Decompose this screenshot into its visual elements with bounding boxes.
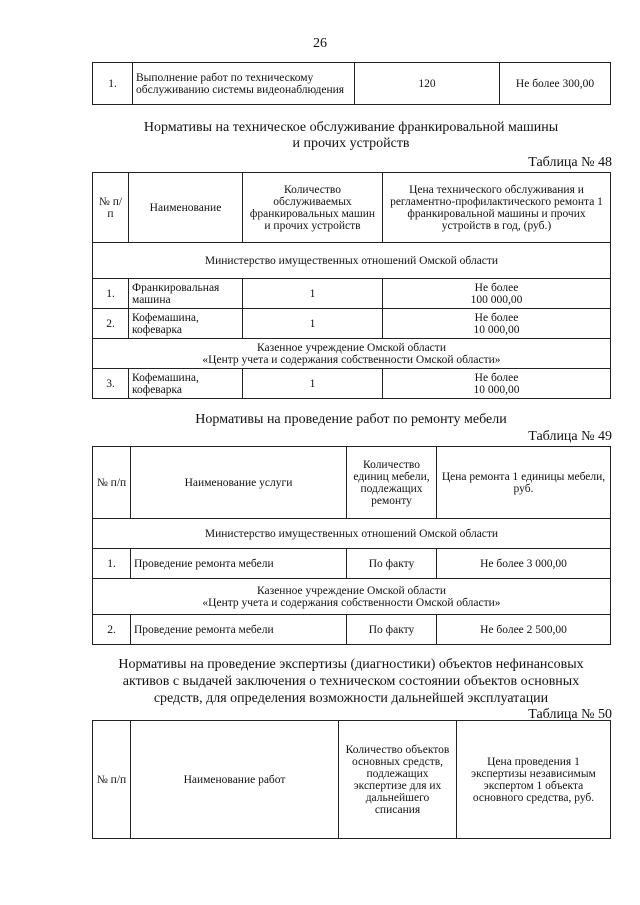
row-name: Франкировальная машина — [129, 279, 243, 309]
table-row — [93, 549, 611, 579]
section-title — [93, 579, 611, 615]
row-number: 1. — [93, 549, 131, 579]
table-row — [93, 63, 611, 105]
section-line: Казенное учреждение Омской области — [257, 584, 446, 597]
section-row — [93, 339, 611, 369]
table-50 — [92, 720, 611, 839]
table-48-label: Таблица № 48 — [528, 155, 612, 170]
table-header-row — [93, 721, 611, 839]
table-header-row — [93, 447, 611, 519]
heading-line: Нормативы на проведение экспертизы (диагностики) объектов нефинансовых — [118, 657, 584, 672]
table-49 — [92, 446, 611, 645]
table-row — [93, 369, 611, 399]
header-number: № п/п — [93, 447, 131, 519]
table-48-heading — [90, 120, 612, 152]
header-price: Цена ремонта 1 единицы мебели, руб. — [437, 447, 611, 519]
row-price: Не более 300,00 — [500, 63, 611, 105]
table-row — [93, 279, 611, 309]
section-row — [93, 243, 611, 279]
row-name: Выполнение работ по техническому обслуживанию системы видеонаблюдения — [133, 63, 355, 105]
row-price: Не более 2 500,00 — [437, 615, 611, 645]
price-line: 100 000,00 — [470, 293, 523, 306]
row-price — [383, 369, 611, 399]
row-quantity: По факту — [347, 549, 437, 579]
row-quantity: 1 — [243, 369, 383, 399]
price-line: 10 000,00 — [473, 383, 520, 396]
table-49-heading: Нормативы на проведение работ по ремонту мебели — [195, 412, 507, 427]
section-title: Министерство имущественных отношений Омской области — [93, 519, 611, 549]
row-name: Проведение ремонта мебели — [131, 615, 347, 645]
header-name: Наименование — [129, 173, 243, 243]
row-quantity: По факту — [347, 615, 437, 645]
header-price: Цена проведения 1 экспертизы независимым экспертом 1 объекта основного средства, руб. — [457, 721, 611, 839]
header-quantity: Количество объектов основных средств, подлежащих экспертизе для их дальнейшего списания — [339, 721, 457, 839]
row-number: 2. — [93, 309, 129, 339]
heading-line: активов с выдачей заключения о техническом состоянии объектов основных — [122, 674, 580, 689]
section-row — [93, 579, 611, 615]
row-price — [383, 309, 611, 339]
row-number: 1. — [93, 63, 133, 105]
section-line: «Центр учета и содержания собственности Омской области» — [202, 596, 501, 609]
table-header-row — [93, 173, 611, 243]
row-quantity: 1 — [243, 309, 383, 339]
row-name: Кофемашина, кофеварка — [129, 369, 243, 399]
heading-line: средств, для определения возможности дальнейшей эксплуатации — [153, 691, 549, 706]
price-line: Не более — [474, 311, 519, 324]
section-title: Министерство имущественных отношений Омской области — [93, 243, 611, 279]
row-price: Не более 3 000,00 — [437, 549, 611, 579]
section-row — [93, 519, 611, 549]
row-quantity: 120 — [355, 63, 500, 105]
table-50-heading — [90, 656, 612, 707]
table-50-label: Таблица № 50 — [528, 707, 612, 722]
table-47-continuation — [92, 62, 611, 105]
header-name: Наименование работ — [131, 721, 339, 839]
header-name: Наименование услуги — [131, 447, 347, 519]
table-row — [93, 309, 611, 339]
heading-line: и прочих устройств — [292, 136, 410, 151]
row-number: 3. — [93, 369, 129, 399]
table-48 — [92, 172, 611, 399]
row-number: 2. — [93, 615, 131, 645]
row-name: Кофемашина, кофеварка — [129, 309, 243, 339]
price-line: Не более — [474, 281, 519, 294]
price-line: Не более — [474, 371, 519, 384]
section-line: Казенное учреждение Омской области — [257, 341, 446, 354]
row-price — [383, 279, 611, 309]
row-name: Проведение ремонта мебели — [131, 549, 347, 579]
row-quantity: 1 — [243, 279, 383, 309]
table-row — [93, 615, 611, 645]
page-number: 26 — [313, 36, 327, 51]
section-line: «Центр учета и содержания собственности Омской области» — [202, 353, 501, 366]
header-number: № п/п — [93, 173, 129, 243]
header-number: № п/п — [93, 721, 131, 839]
header-quantity: Количество единиц мебели, подлежащих ремонту — [347, 447, 437, 519]
row-number: 1. — [93, 279, 129, 309]
table-49-label: Таблица № 49 — [528, 429, 612, 444]
section-title — [93, 339, 611, 369]
heading-line: Нормативы на техническое обслуживание франкировальной машины — [143, 120, 559, 135]
header-price: Цена технического обслуживания и регламентно-профилактического ремонта 1 франкировальной машины и прочих устройств в год, (руб.) — [383, 173, 611, 243]
price-line: 10 000,00 — [473, 323, 520, 336]
header-quantity: Количество обслуживаемых франкировальных машин и прочих устройств — [243, 173, 383, 243]
